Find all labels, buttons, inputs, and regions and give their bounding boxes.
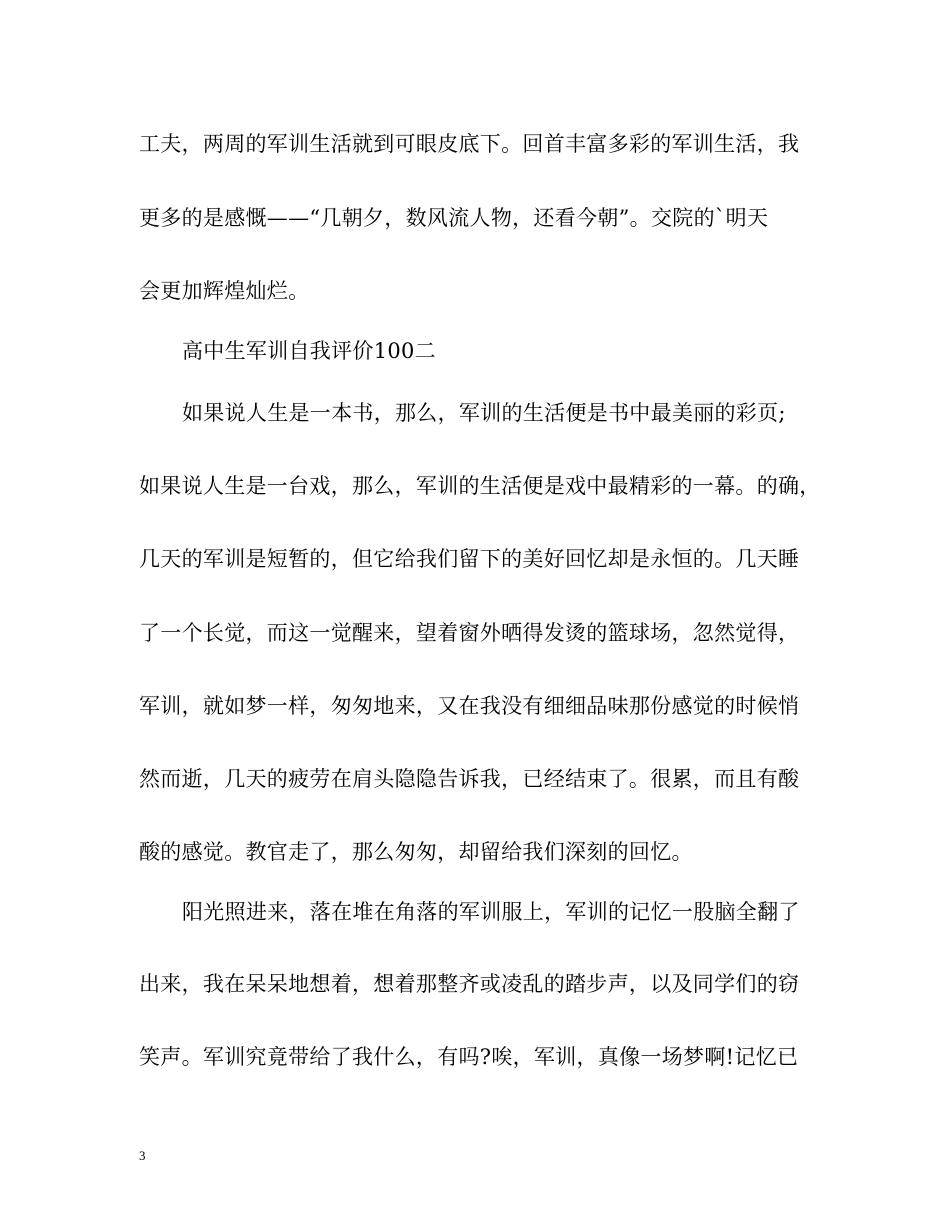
text-line: 如果说人生是一台戏，那么，军训的生活便是戏中最精彩的一幕。的确， [139, 474, 821, 498]
section-heading: 高中生军训自我评价100二 [182, 339, 436, 363]
text-line: 了一个长觉，而这一觉醒来，望着窗外晒得发烫的篮球场，忽然觉得， [139, 621, 800, 645]
text-line: 军训，就如梦一样，匆匆地来，又在我没有细细品味那份感觉的时候悄 [139, 694, 800, 718]
text-line: 会更加辉煌灿烂。 [139, 279, 310, 303]
text-line: 如果说人生是一本书，那么，军训的生活便是书中最美丽的彩页; [182, 401, 786, 425]
text-line: 阳光照进来，落在堆在角落的军训服上，军训的记忆一股脑全翻了 [182, 900, 800, 924]
text-line: 出来，我在呆呆地想着，想着那整齐或凌乱的踏步声，以及同学们的窃 [139, 972, 800, 996]
text-line: 更多的是感慨——“几朝夕，数风流人物，还看今朝”。交院的`明天 [139, 206, 769, 230]
text-line: 笑声。军训究竟带给了我什么，有吗?唉，军训，真像一场梦啊!记忆已 [139, 1045, 799, 1069]
text-line: 酸的感觉。教官走了，那么匆匆，却留给我们深刻的回忆。 [139, 840, 693, 864]
text-line: 然而逝，几天的疲劳在肩头隐隐告诉我，已经结束了。很累，而且有酸 [139, 767, 800, 791]
page-number: 3 [139, 1148, 146, 1163]
text-line: 工夫，两周的军训生活就到可眼皮底下。回首丰富多彩的军训生活，我 [139, 132, 800, 156]
text-line: 几天的军训是短暂的，但它给我们留下的美好回忆却是永恒的。几天睡 [139, 547, 800, 571]
